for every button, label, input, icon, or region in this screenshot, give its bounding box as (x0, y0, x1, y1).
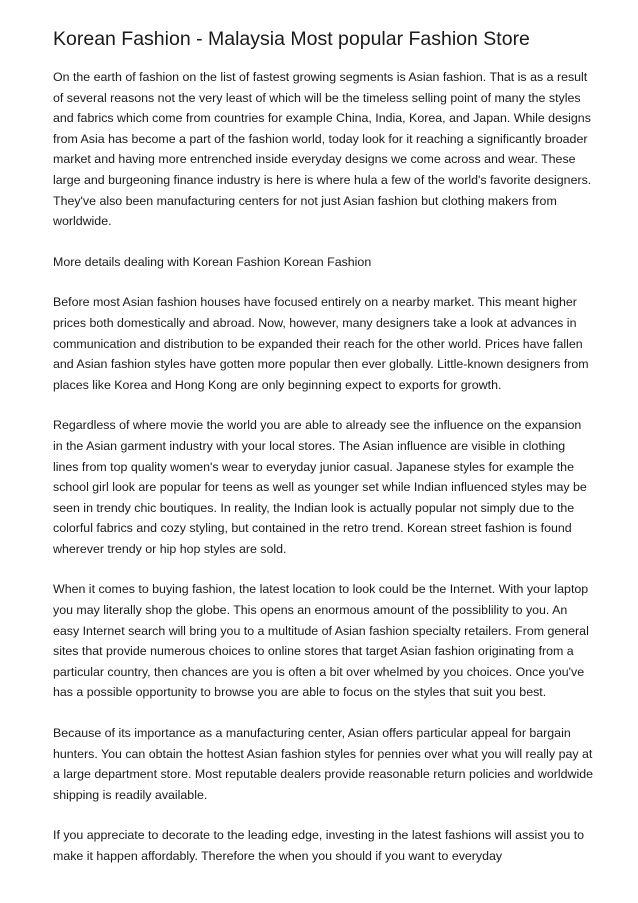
paragraph-internet: When it comes to buying fashion, the latest location to look could be the Internet. With your laptop you may literally shop the globe. This opens an enormous amount of the possiblility to you. An easy Internet search will bring you to a multitude of Asian fashion specialty retailers. From general sites that provide numerous choices to online stores that target Asian fashion originating from a particular country, then chances are you is often a bit over whelmed by you choices. Once you've has a possible opportunity to browse you are able to focus on the styles that suit you best. (53, 582, 589, 700)
paragraph-market: Before most Asian fashion houses have focused entirely on a nearby market. This meant higher prices both domestically and abroad. Now, however, many designers take a look at advances in communication and distribution to be expanded their reach for the other world. Prices have fallen and Asian fashion styles have gotten more popular then ever globally. Little-known designers from places like Korea and Hong Kong are only beginning expect to exports for growth. (53, 295, 589, 392)
document-title: Korean Fashion - Malaysia Most popular Fashion Store (53, 28, 530, 50)
document-page (53, 26, 593, 887)
paragraph-leading-edge: If you appreciate to decorate to the leading edge, investing in the latest fashions will assist you to make it happen affordably. Therefore the when you should if you want to everyday (53, 828, 585, 863)
paragraph-bargain: Because of its importance as a manufacturing center, Asian offers particular appeal for bargain hunters. You can obtain the hottest Asian fashion styles for pennies over what you will really pay at a large department store. Most reputable dealers provide reasonable return policies and worldwide shipping is readily available. (53, 726, 593, 802)
paragraph-more-details: More details dealing with Korean Fashion Korean Fashion (53, 254, 372, 269)
paragraph-intro: On the earth of fashion on the list of fastest growing segments is Asian fashion. That is as a result of several reasons not the very least of which will be the timeless selling point of many the styles and fabrics which come from countries for example China, India, Korea, and Japan. While designs from Asia has become a part of the fashion world, today look for it reaching a significantly broader market and having more entrenched inside everyday designs we come across and wear. These large and burgeoning finance industry is here is where hula a few of the world's favorite designers. They've also been manufacturing centers for not just Asian fashion but clothing makers from worldwide. (53, 70, 592, 229)
paragraph-influence: Regardless of where movie the world you are able to already see the influence on the expansion in the Asian garment industry with your local stores. The Asian influence are visible in clothing lines from top quality women's wear to everyday junior casual. Japanese styles for example the school girl look are popular for teens as well as younger set while Indian influenced styles may be seen in trendy chic boutiques. In reality, the Indian look is actually popular not simply due to the colorful fabrics and cozy styling, but contained in the retro trend. Korean street fashion is found wherever trendy or hip hop styles are sold. (53, 418, 587, 556)
